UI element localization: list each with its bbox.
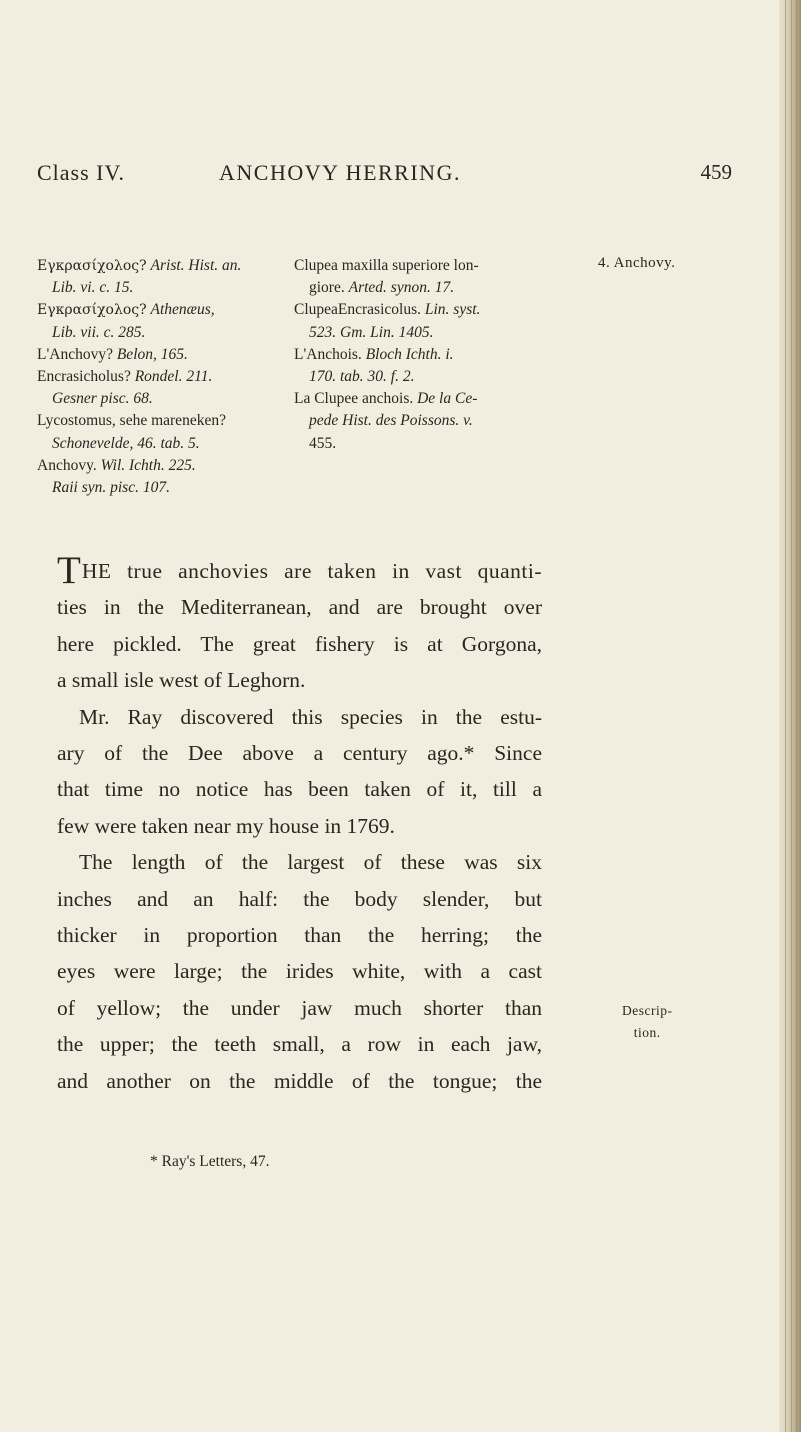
edge-line	[785, 0, 786, 1432]
synonym-line: ClupeaEncrasicolus. Lin. syst.	[294, 301, 481, 319]
edge-line	[791, 0, 792, 1432]
synonym-line: Schonevelde, 46. tab. 5.	[52, 434, 200, 452]
synonym-line: Lib. vi. c. 15.	[52, 279, 134, 297]
synonym-line: Lib. vii. c. 285.	[52, 323, 146, 341]
edge-line	[796, 0, 797, 1432]
running-header	[37, 160, 732, 192]
synonym-line: Clupea maxilla superiore lon-	[294, 257, 479, 274]
body-line: and another on the middle of the tongue; the	[57, 1068, 542, 1093]
species-margin-note: 4. Anchovy.	[598, 255, 676, 271]
footnote: * Ray's Letters, 47.	[150, 1153, 270, 1170]
body-line: inches and an half: the body slender, but	[57, 886, 542, 911]
body-line: The length of the largest of these was six	[79, 850, 542, 875]
synonym-line: 455.	[309, 434, 337, 452]
body-line: a small isle west of Leghorn.	[57, 668, 306, 693]
body-line: the upper; the teeth small, a row in each jaw,	[57, 1032, 542, 1057]
body-line: Mr. Ray discovered this species in the estu-	[79, 704, 542, 729]
synonym-line: L'Anchovy? Belon, 165.	[37, 345, 188, 363]
body-line: ary of the Dee above a century ago.* Since	[57, 741, 542, 766]
body-line: here pickled. The great fishery is at Gorgona,	[57, 631, 542, 656]
synonym-line: Gesner pisc. 68.	[52, 390, 153, 408]
description-margin-note	[622, 1000, 672, 1044]
synonymy-right-column	[294, 255, 599, 455]
synonym-line: Anchovy. Wil. Ichth. 225.	[37, 456, 196, 474]
page-number: 459	[700, 160, 732, 184]
body-line: of yellow; the under jaw much shorter than	[57, 995, 542, 1020]
synonym-line: La Clupee anchois. De la Ce-	[294, 390, 478, 408]
body-text	[57, 549, 542, 1099]
body-line: that time no notice has been taken of it, till a	[57, 777, 542, 802]
synonym-line: giore. Arted. synon. 17.	[309, 279, 455, 297]
synonym-line: pede Hist. des Poissons. v.	[309, 412, 473, 430]
body-line: thicker in proportion than the herring; the	[57, 923, 542, 948]
synonym-line: L'Anchois. Bloch Ichth. i.	[294, 345, 454, 363]
body-line: eyes were large; the irides white, with a cast	[57, 959, 542, 984]
synonym-line: Raii syn. pisc. 107.	[52, 479, 170, 497]
body-line: THE true anchovies are taken in vast quanti-	[57, 549, 542, 592]
page-edge	[779, 0, 801, 1432]
description-margin-line: tion.	[633, 1025, 661, 1040]
synonym-line: 170. tab. 30. f. 2.	[309, 368, 415, 386]
body-line: few were taken near my house in 1769.	[57, 813, 395, 838]
description-margin-line: Descrip-	[622, 1003, 673, 1018]
class-label: Class IV.	[37, 160, 126, 185]
page-title: ANCHOVY HERRING.	[219, 160, 461, 185]
synonym-line: Lycostomus, sehe mareneken?	[37, 412, 226, 430]
synonym-line: Εγκρασίχολος? Arist. Hist. an.	[37, 257, 242, 274]
synonym-line: Encrasicholus? Rondel. 211.	[37, 368, 213, 386]
synonym-line: Εγκρασίχολος? Athenæus,	[37, 301, 215, 319]
synonymy-left-column	[37, 255, 287, 499]
synonym-line: 523. Gm. Lin. 1405.	[309, 323, 434, 341]
drop-cap: T	[57, 549, 81, 592]
body-line: ties in the Mediterranean, and are brought over	[57, 595, 542, 620]
